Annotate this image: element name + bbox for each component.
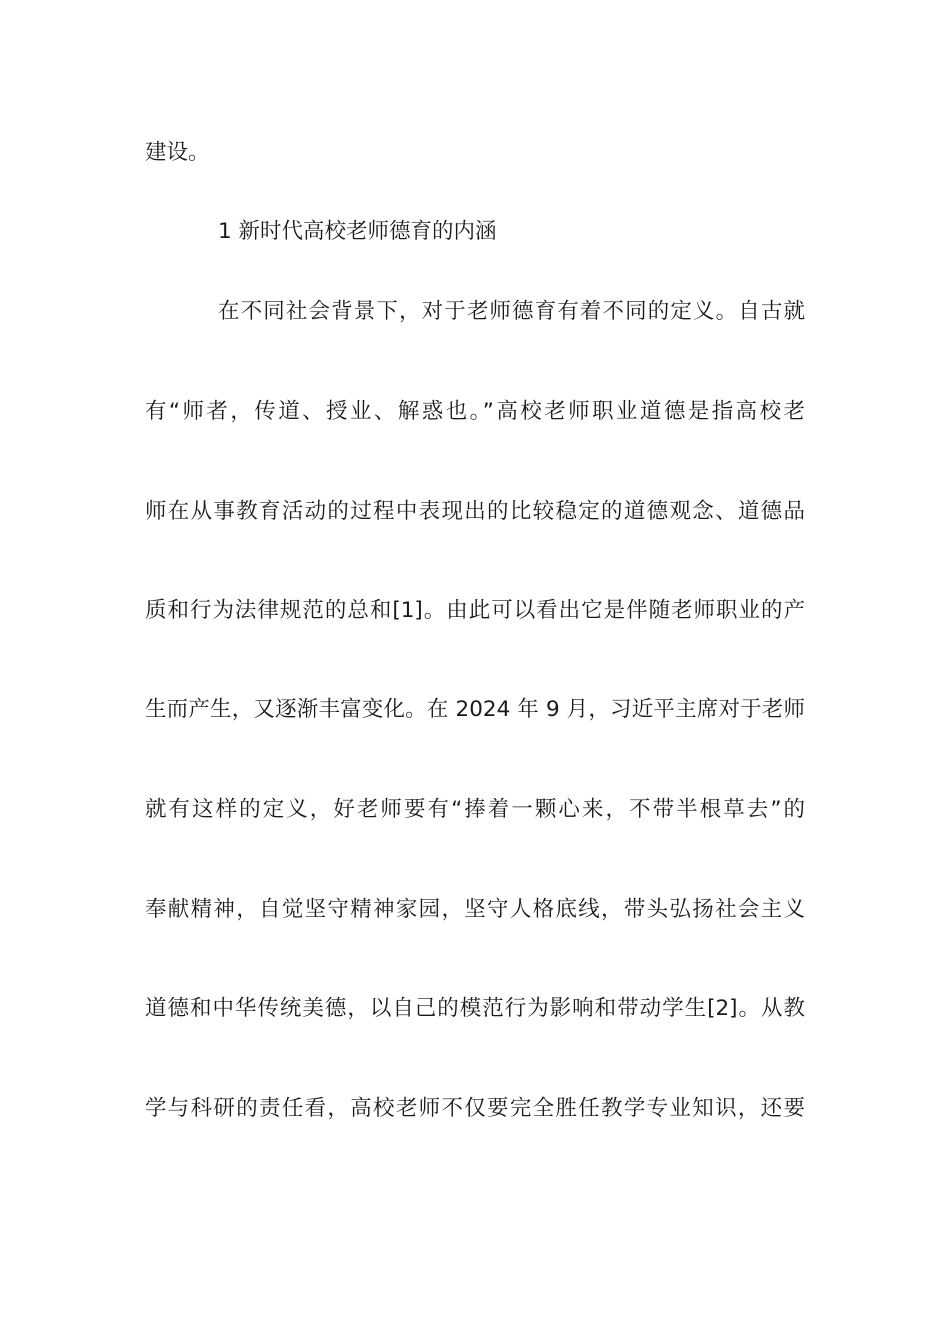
paragraph-line: 学与科研的责任看，高校老师不仅要完全胜任教学专业知识，还要 <box>145 1096 805 1121</box>
text-line-continuation: 建设。 <box>145 140 210 165</box>
paragraph-line: 师在从事教育活动的过程中表现出的比较稳定的道德观念、道德品 <box>145 499 805 524</box>
paragraph-line: 奉献精神，自觉坚守精神家园，坚守人格底线，带头弘扬社会主义 <box>145 897 805 922</box>
paragraph-line: 道德和中华传统美德，以自己的模范行为影响和带动学生[2]。从教 <box>145 996 805 1021</box>
paragraph-line: 生而产生，又逐渐丰富变化。在 2024 年 9 月，习近平主席对于老师 <box>145 697 805 722</box>
paragraph-line: 质和行为法律规范的总和[1]。由此可以看出它是伴随老师职业的产 <box>145 598 805 623</box>
paragraph-line: 有“师者，传道、授业、解惑也。”高校老师职业道德是指高校老 <box>145 399 805 424</box>
section-heading: 1 新时代高校老师德育的内涵 <box>218 219 497 244</box>
paragraph-line: 就有这样的定义，好老师要有“捧着一颗心来，不带半根草去”的 <box>145 797 805 822</box>
paragraph-line: 在不同社会背景下，对于老师德育有着不同的定义。自古就 <box>218 299 805 324</box>
